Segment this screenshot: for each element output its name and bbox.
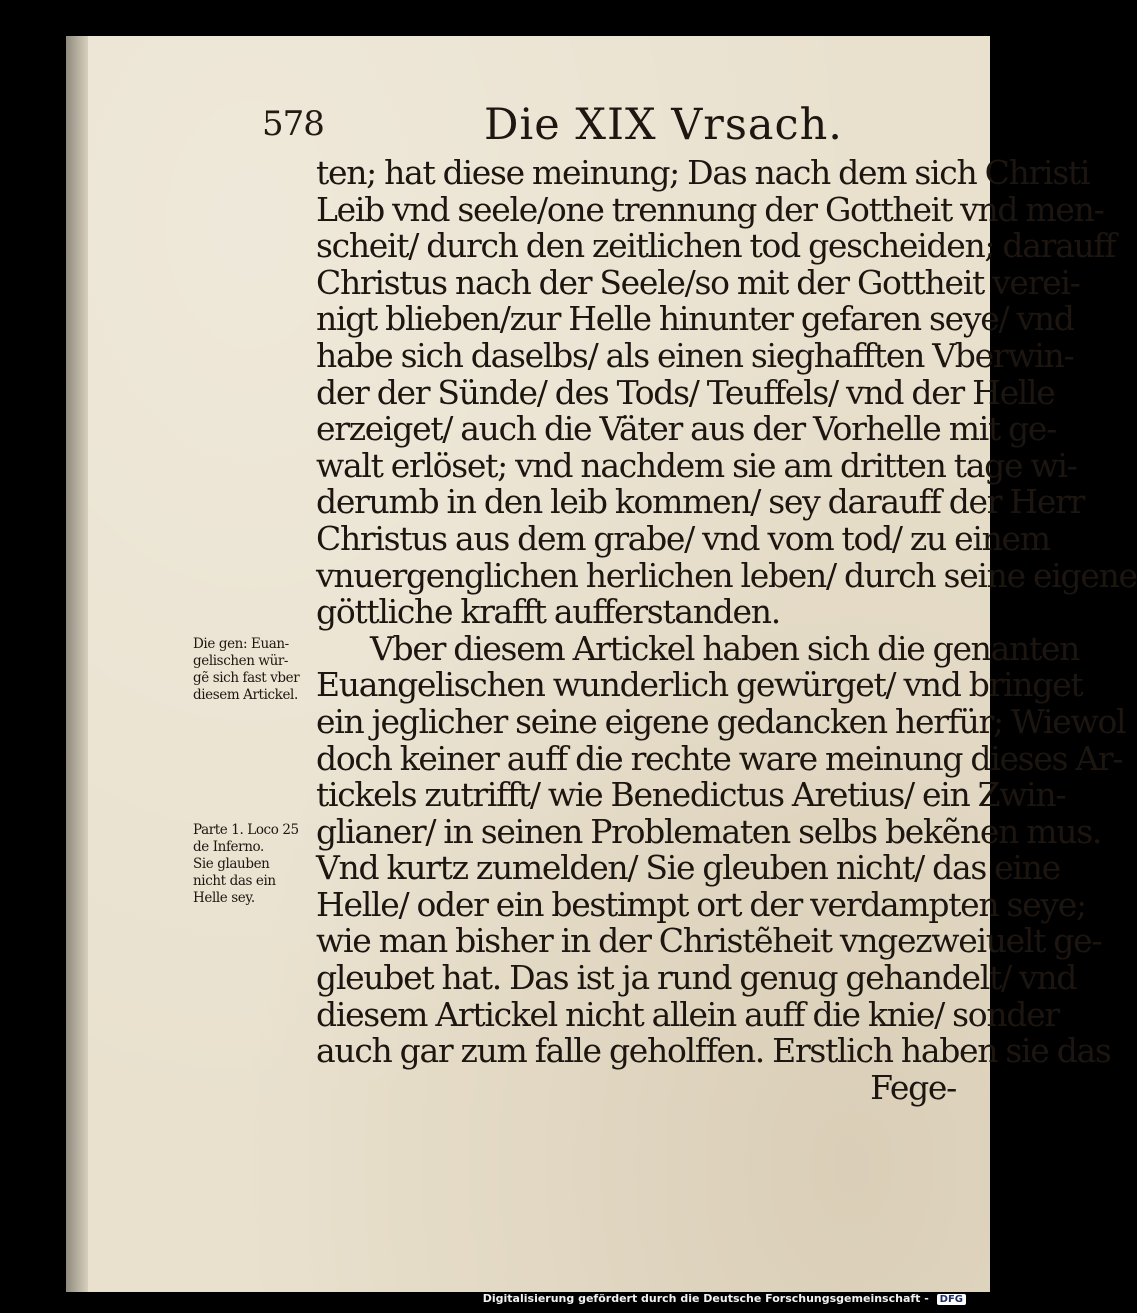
text-line: glianer/ in seinen Problematen selbs bekẽnen mus. bbox=[316, 811, 1102, 851]
margin-note-line: Parte 1. Loco 25 bbox=[193, 822, 299, 838]
text-line: walt erlöset; vnd nachdem sie am dritten tage wi- bbox=[316, 445, 1077, 485]
digitization-footer bbox=[483, 1292, 966, 1305]
page-number: 578 bbox=[262, 104, 324, 144]
text-line: doch keiner auff die rechte ware meinung dieses Ar- bbox=[316, 738, 1123, 778]
text-line: Euangelischen wunderlich gewürget/ vnd bringet bbox=[316, 665, 1083, 705]
text-line: wie man bisher in der Christẽheit vngezweiuelt ge- bbox=[316, 921, 1102, 961]
text-line: Vber diesem Artickel haben sich die genanten bbox=[370, 628, 1080, 668]
text-line: erzeiget/ auch die Väter aus der Vorhelle mit ge- bbox=[316, 409, 1057, 449]
text-line: diesem Artickel nicht allein auff die knie/ sonder bbox=[316, 994, 1059, 1034]
text-line: Vnd kurtz zumelden/ Sie gleuben nicht/ das eine bbox=[316, 848, 1060, 888]
text-line: vnuergenglichen herlichen leben/ durch seine eigene bbox=[316, 555, 1137, 595]
text-line: auch gar zum falle geholffen. Erstlich haben sie das bbox=[316, 1031, 1111, 1071]
text-line: scheit/ durch den zeitlichen tod gescheiden; darauff bbox=[316, 226, 1116, 266]
main-text-block bbox=[316, 153, 1137, 1107]
text-line: derumb in den leib kommen/ sey darauff der Herr bbox=[316, 482, 1085, 522]
text-line: Christus aus dem grabe/ vnd vom tod/ zu einem bbox=[316, 518, 1050, 558]
text-line: der der Sünde/ des Tods/ Teuffels/ vnd der Helle bbox=[316, 372, 1055, 412]
margin-note-line: Helle sey. bbox=[193, 890, 255, 906]
text-line: göttliche krafft aufferstanden. bbox=[316, 592, 780, 632]
margin-note-line: gelischen wür- bbox=[193, 653, 289, 669]
margin-note-line: de Inferno. bbox=[193, 839, 264, 855]
margin-note-line: nicht das ein bbox=[193, 873, 276, 889]
running-title: Die XIX Vrsach. bbox=[484, 100, 843, 150]
text-line: tickels zutrifft/ wie Benedictus Aretius/ ein Zwin- bbox=[316, 775, 1066, 815]
page-gutter bbox=[66, 36, 88, 1292]
text-line: Christus nach der Seele/so mit der Gottheit verei- bbox=[316, 262, 1080, 302]
margin-note-evangelical bbox=[193, 636, 315, 704]
margin-note-line: gẽ sich fast vber bbox=[193, 670, 300, 686]
text-line: habe sich daselbs/ als einen sieghafften Vberwin- bbox=[316, 335, 1074, 375]
margin-note-line: Die gen: Euan- bbox=[193, 636, 289, 652]
dfg-logo: DFG bbox=[937, 1294, 966, 1305]
text-line: gleubet hat. Das ist ja rund genug gehandelt/ vnd bbox=[316, 958, 1077, 998]
margin-note-reference bbox=[193, 822, 315, 907]
margin-note-line: diesem Artickel. bbox=[193, 687, 298, 703]
text-line: ein jeglicher seine eigene gedancken herfür; Wiewol bbox=[316, 701, 1126, 741]
catchword: Fege- bbox=[870, 1067, 956, 1107]
footer-text: Digitalisierung gefördert durch die Deutsche Forschungsgemeinschaft - bbox=[482, 1292, 929, 1305]
margin-note-line: Sie glauben bbox=[193, 856, 270, 872]
text-line: nigt blieben/zur Helle hinunter gefaren seye/ vnd bbox=[316, 299, 1074, 339]
text-line: ten; hat diese meinung; Das nach dem sich Christi bbox=[316, 153, 1090, 192]
text-line: Helle/ oder ein bestimpt ort der verdampten seye; bbox=[316, 884, 1086, 924]
text-line: Leib vnd seele/one trennung der Gottheit vnd men- bbox=[316, 189, 1104, 229]
